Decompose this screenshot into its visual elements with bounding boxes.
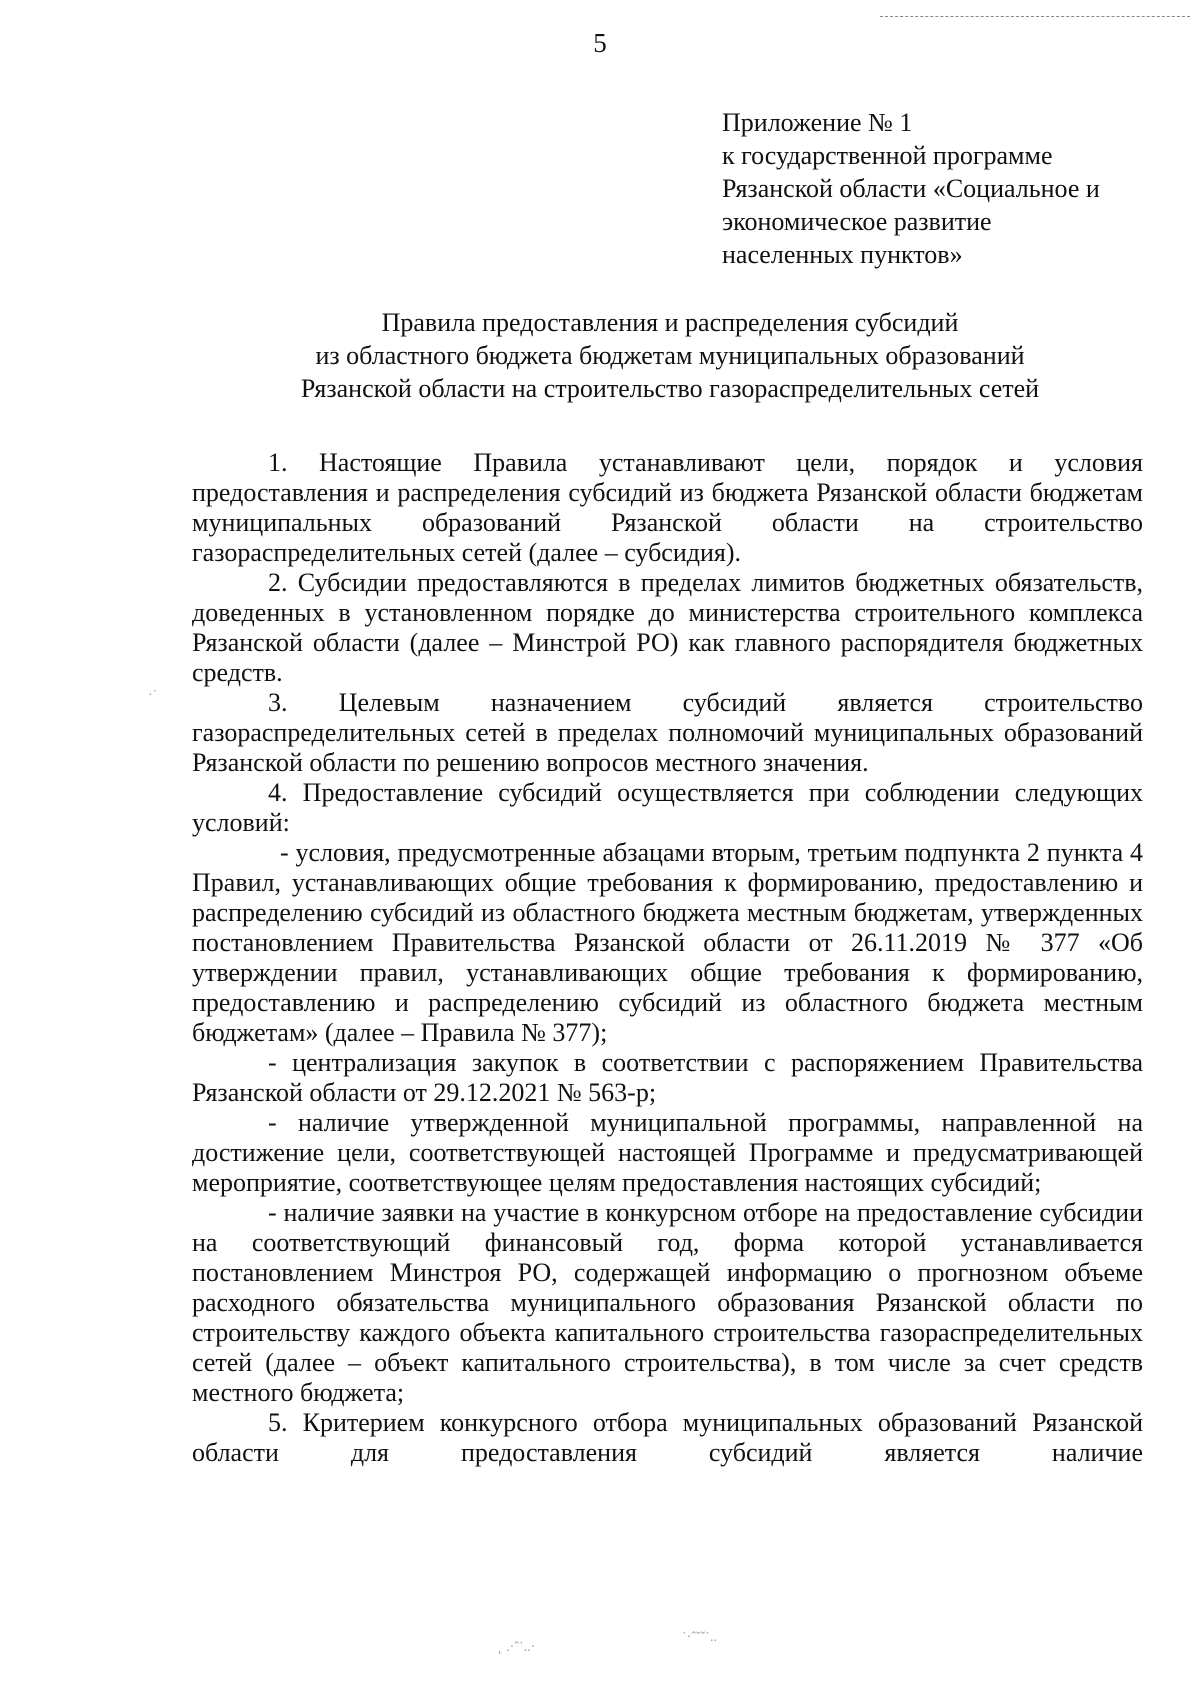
document-title [0,306,1200,405]
paragraph-5: 5. Критерием конкурсного отбора муниципальных образований Рязанской области для предоставления субсидий является наличие [192,1408,1143,1467]
title-line: Рязанской области на строительство газораспределительных сетей [300,374,1040,403]
title-line: из областного бюджета бюджетам муниципальных образований [315,341,1025,370]
annex-heading [722,106,1100,271]
annex-line: к государственной программе [722,141,1053,170]
handwritten-signature-mark: ˙·ˆ˘ˇ˙.. [682,1630,717,1645]
paragraph-4-item-c: - наличие утвержденной муниципальной программы, направленной на достижение цели, соответствующей настоящей Программе и предусматривающей мероприятие, соответствующее целям предоставления настоящих субсидий; [192,1108,1143,1197]
title-line: Правила предоставления и распределения субсидий [381,308,959,337]
annex-line: экономическое развитие [722,207,992,236]
paragraph-4: 4. Предоставление субсидий осуществляется при соблюдении следующих условий: [192,778,1143,837]
paragraph-2: 2. Субсидии предоставляются в пределах лимитов бюджетных обязательств, доведенных в установленном порядке до министерства строительного комплекса Рязанской области (далее – Минстрой РО) как главного распорядителя бюджетных средств. [192,568,1143,687]
scan-artifact-line [880,16,1190,17]
page-number: 5 [593,28,607,58]
scan-speck: ·˙ [148,688,158,703]
annex-line: населенных пунктов» [722,240,963,269]
annex-line: Приложение № 1 [722,108,913,137]
paragraph-4-item-d: - наличие заявки на участие в конкурсном отборе на предоставление субсидии на соответствующий финансовый год, форма которой устанавливается постановлением Минстроя РО, содержащей информацию о прогнозном объеме расходного обязательства муниципального образования Рязанской области по строительству каждого объекта капитального строительства газораспределительных сетей (далее – объект капитального строительства), в том числе за счет средств местного бюджета; [192,1198,1143,1407]
paragraph-4-item-a: - условия, предусмотренные абзацами вторым, третьим подпункта 2 пункта 4 Правил, устанавливающих общие требования к формированию, предоставлению и распределению субсидий из областного бюджета местным бюджетам, утвержденных постановлением Правительства Рязанской области от 26.11.2019 № 377 «Об утверждении правил, устанавливающих общие требования к формированию, предоставлению и распределению субсидий из областного бюджета местным бюджетам» (далее – Правила № 377); [192,838,1143,1047]
paragraph-4-item-b: - централизация закупок в соответствии с распоряжением Правительства Рязанской области от 29.12.2021 № 563-р; [192,1048,1143,1107]
handwritten-signature-mark: ˛ .·ˆ˙..· [498,1640,536,1655]
document-body [192,448,1143,1468]
paragraph-1: 1. Настоящие Правила устанавливают цели, порядок и условия предоставления и распределения субсидий из бюджета Рязанской области бюджетам муниципальных образований Рязанской области на строительство газораспределительных сетей (далее – субсидия). [192,448,1143,567]
annex-line: Рязанской области «Социальное и [722,174,1100,203]
paragraph-3: 3. Целевым назначением субсидий является строительство газораспределительных сетей в пределах полномочий муниципальных образований Рязанской области по решению вопросов местного значения. [192,688,1143,777]
